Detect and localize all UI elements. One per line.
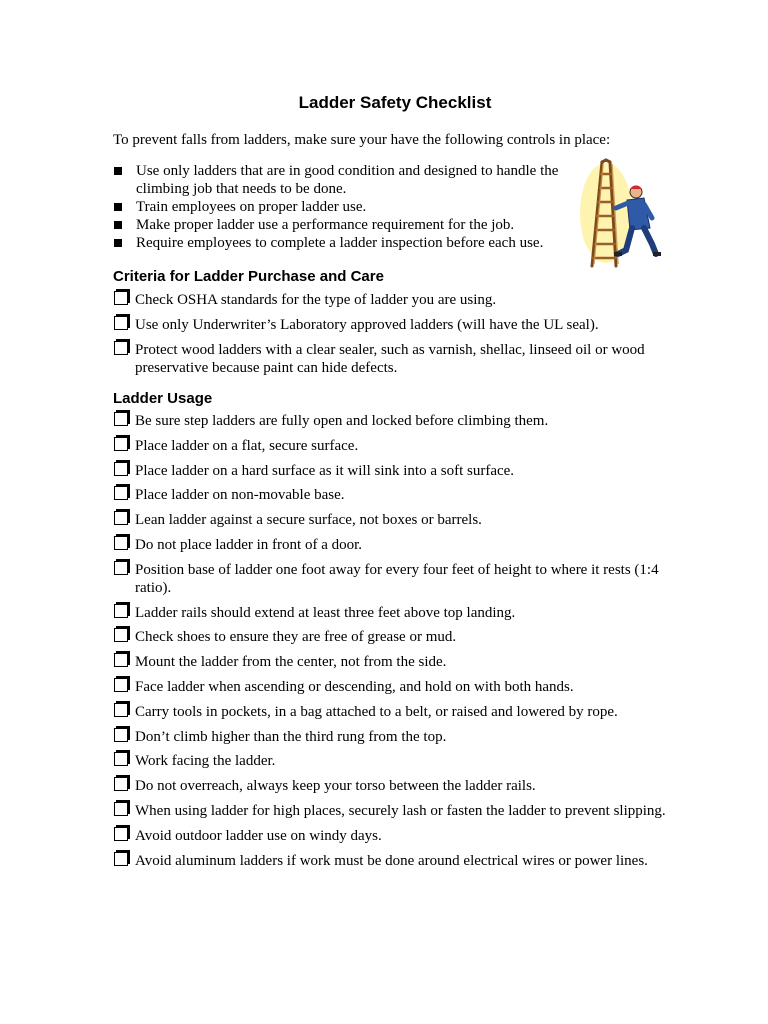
intro-text: To prevent falls from ladders, make sure your have the following controls in place:: [113, 132, 611, 148]
checkbox-icon: [114, 752, 128, 766]
checklist-item: Place ladder on non-movable base.: [113, 486, 683, 504]
checklist-item: Work facing the ladder.: [113, 752, 683, 770]
checklist-item: Place ladder on a hard surface as it will sink into a soft surface.: [113, 462, 683, 480]
checkbox-icon: [114, 561, 128, 575]
checkbox-icon: [114, 316, 128, 330]
page-title: Ladder Safety Checklist: [298, 93, 492, 112]
checkbox-icon: [114, 536, 128, 550]
square-bullet-icon: [114, 203, 122, 211]
checklist-item: Mount the ladder from the center, not from the side.: [113, 653, 683, 671]
checkbox-icon: [114, 777, 128, 791]
checklist-item: Be sure step ladders are fully open and locked before climbing them.: [113, 412, 683, 430]
list-item: Require employees to complete a ladder inspection before each use.: [113, 234, 563, 252]
person-climbing-ladder-icon: [572, 158, 664, 270]
checklist-item: Use only Underwriter’s Laboratory approved ladders (will have the UL seal).: [113, 316, 683, 334]
checklist-item: Don’t climb higher than the third rung from the top.: [113, 728, 683, 746]
checkbox-icon: [114, 852, 128, 866]
checklist-item: Avoid outdoor ladder use on windy days.: [113, 827, 683, 845]
ladder-usage-checklist: [113, 412, 683, 876]
checkbox-icon: [114, 604, 128, 618]
section-heading-ladder-usage: Ladder Usage: [113, 390, 213, 407]
list-item: Train employees on proper ladder use.: [113, 198, 563, 216]
checklist-item: Do not place ladder in front of a door.: [113, 536, 683, 554]
checklist-item: Ladder rails should extend at least three feet above top landing.: [113, 604, 683, 622]
checkbox-icon: [114, 291, 128, 305]
section-heading-purchase-care: Criteria for Ladder Purchase and Care: [113, 268, 384, 285]
checkbox-icon: [114, 728, 128, 742]
checklist-item: Face ladder when ascending or descending, and hold on with both hands.: [113, 678, 683, 696]
checkbox-icon: [114, 628, 128, 642]
checkbox-icon: [114, 511, 128, 525]
checkbox-icon: [114, 437, 128, 451]
checkbox-icon: [114, 412, 128, 426]
checklist-item: Position base of ladder one foot away for every four feet of height to where it rests (1:4 ratio).: [113, 561, 683, 597]
list-item: Use only ladders that are in good condition and designed to handle the climbing job that needs to be done.: [113, 162, 563, 198]
checkbox-icon: [114, 678, 128, 692]
checklist-item: Carry tools in pockets, in a bag attached to a belt, or raised and lowered by rope.: [113, 703, 683, 721]
purchase-care-checklist: [113, 291, 683, 383]
list-item: Make proper ladder use a performance requirement for the job.: [113, 216, 563, 234]
checklist-item: Check shoes to ensure they are free of grease or mud.: [113, 628, 683, 646]
checklist-item: Do not overreach, always keep your torso between the ladder rails.: [113, 777, 683, 795]
checkbox-icon: [114, 703, 128, 717]
checkbox-icon: [114, 802, 128, 816]
checkbox-icon: [114, 341, 128, 355]
controls-list: [113, 162, 563, 252]
checklist-item: Place ladder on a flat, secure surface.: [113, 437, 683, 455]
checkbox-icon: [114, 462, 128, 476]
checklist-item: Avoid aluminum ladders if work must be done around electrical wires or power lines.: [113, 852, 683, 870]
square-bullet-icon: [114, 221, 122, 229]
checkbox-icon: [114, 653, 128, 667]
checklist-item: Lean ladder against a secure surface, not boxes or barrels.: [113, 511, 683, 529]
checkbox-icon: [114, 827, 128, 841]
checklist-item: Check OSHA standards for the type of ladder you are using.: [113, 291, 683, 309]
square-bullet-icon: [114, 167, 122, 175]
square-bullet-icon: [114, 239, 122, 247]
checklist-item: When using ladder for high places, securely lash or fasten the ladder to prevent slipping.: [113, 802, 683, 820]
checkbox-icon: [114, 486, 128, 500]
checklist-item: Protect wood ladders with a clear sealer, such as varnish, shellac, linseed oil or wood preservative because paint can hide defects.: [113, 341, 683, 377]
